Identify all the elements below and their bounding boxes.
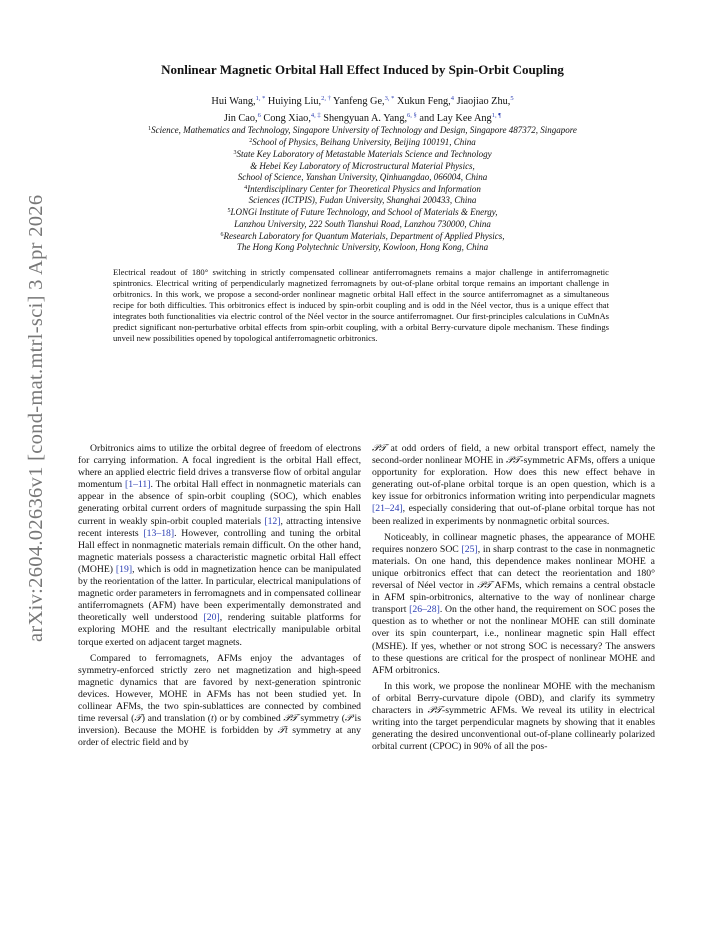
affiliation-number: 5: [227, 208, 231, 215]
body-text: ) and translation (: [141, 713, 211, 725]
body-text: symmetry (: [297, 713, 345, 725]
affiliation-number: 4: [244, 185, 248, 192]
body-paragraph: [372, 443, 655, 528]
body-text: at odd orders of field, a new orbital transport effect, namely the second-order nonlinear MOHE in: [372, 443, 655, 467]
author-name: Xukun Feng,: [394, 96, 451, 107]
body-paragraph: [372, 532, 655, 677]
affiliation-number: 1: [148, 126, 152, 132]
affiliation-line: [70, 230, 655, 242]
paper-title: Nonlinear Magnetic Orbital Hall Effect Induced by Spin-Orbit Coupling: [161, 62, 564, 77]
citation-link[interactable]: [19]: [115, 563, 133, 575]
author-affiliation-mark[interactable]: 2, †: [321, 95, 331, 102]
math-symbol: 𝒫𝒯: [505, 455, 521, 467]
affiliation-text: Science, Mathematics and Technology, Singapore University of Technology and Design, Singapore 487372, Singapore: [151, 125, 577, 135]
body-text: In this work, we propose the nonlinear MOHE with the mechanism of orbital Berry-curvature dipole (OBD), and clarify its symmetry characters in: [372, 680, 655, 716]
affiliation-line: [70, 195, 655, 206]
body-text: , which is odd in magnetization hence can be manipulated by the reorientation of the latter. In particular, electrical manipulations of magnetic order parameters in ferromagnets and in compensated collinear antiferromagnets (AFM) have been experimentally demonstrated and theoretically well understood: [78, 563, 362, 624]
abstract: Electrical readout of 180° switching in strictly compensated collinear antiferromagnets remains a major challenge in antiferromagnetic spintronics. Electrical writing of perpendicularly magnetized ferromagnets by out-of-plane orbital torque remains an important challenge in orbitronics. In this work, we propose a second-order nonlinear magnetic orbital Hall effect in the source antiferromagnet as a simultaneous recipe for both difficulties. This orbitronics effect is induced by spin-orbit coupling and is odd in the Néel vector, thus is a unique effect that integrates both functionalities via electric control of the Néel vector in the source antiferromagnet. Our first-principles calculations in CuMnAs predict significant non-perturbative orbital effects from spin-orbit coupling, with a orbital Berry-curvature dipole mechanism. These findings unveil new possibilities opened by topological antiferromagnetic orbitronics.: [113, 267, 609, 343]
math-symbol: t: [210, 713, 214, 725]
affiliation-line: [70, 242, 655, 253]
math-symbol: 𝒫𝒯: [283, 713, 298, 725]
affiliation-line: [70, 148, 655, 160]
math-symbol: 𝒫: [344, 713, 352, 725]
body-text: is inversion). Because the MOHE is forbidden by: [78, 713, 361, 737]
affiliation-text: State Key Laboratory of Metastable Materials Science and Technology: [236, 149, 492, 160]
affiliation-text: School of Science, Yanshan University, Qinhuangdao, 066004, China: [237, 171, 488, 182]
affiliation-line: [70, 136, 655, 148]
author-affiliation-mark[interactable]: 4: [450, 95, 454, 102]
body-text: , in sharp contrast to the case in nonmagnetic materials. On one hand, this dependence makes nonlinear MOHE a unique orbitronics effect that can detect the reorientation and 180° reversal of Néel vector in: [372, 543, 656, 592]
affiliation-line: [70, 124, 655, 136]
citation-link[interactable]: [25]: [461, 543, 478, 555]
body-text: . On the other hand, the requirement on SOC poses the question as to whether or not the nonlinear MOHE can still dominate over its spin counterpart, i.e., nonlinear magnetic spin Hall effect (MSHE). If yes, whether or not strong SOC is necessary? The answers to these questions are critical for the prospect of nonlinear MOHE and AFM orbitronics.: [372, 604, 655, 676]
affiliation-text: Research Laboratory for Quantum Materials, Department of Applied Physics,: [223, 230, 505, 241]
affiliation-text: School of Physics, Beihang University, Beijing 100191, China: [252, 137, 476, 148]
affiliation-text: Sciences (ICTPIS), Fudan University, Shanghai 200433, China: [248, 195, 477, 206]
author-list: [80, 92, 645, 126]
citation-link[interactable]: [1–11]: [125, 479, 151, 491]
affiliation-line: [70, 161, 655, 172]
author-affiliation-mark[interactable]: 6, §: [407, 112, 417, 119]
body-paragraph: [372, 681, 655, 754]
body-paragraph: [78, 443, 361, 649]
body-text: AFMs, which remains a central obstacle in AFM spin-orbitronics, alternative to the way of nonlinear charge transport: [372, 580, 655, 616]
affiliation-text: Lanzhou University, 222 South Tianshui Road, Lanzhou 730000, China: [234, 218, 491, 229]
body-text: , attracting intensive recent interests: [78, 515, 361, 539]
author-affiliation-mark[interactable]: 3, *: [384, 95, 395, 102]
body-text: -symmetric AFMs. We reveal its utility in electrical writing into the target perpendicular magnets by showing that it enables generating the desired unconventional out-of-plane collinearly polarized orbital current (CPOC) in 90% of all the pos-: [372, 704, 656, 753]
math-symbol: 𝒯t: [277, 725, 288, 737]
author-affiliation-mark[interactable]: 4, ‡: [310, 112, 321, 119]
body-text: Orbitronics aims to utilize the orbital degree of freedom of electrons for carrying information. A focal ingredient is the orbital Hall effect, where an applied electric field drives a transverse flow of orbital angular momentum: [78, 443, 361, 491]
citation-link[interactable]: [21–24]: [372, 503, 403, 515]
affiliations: [70, 124, 655, 253]
citation-link[interactable]: [13–18]: [143, 527, 175, 539]
affiliation-number: 2: [249, 138, 253, 145]
citation-link[interactable]: [20]: [203, 612, 220, 624]
body-text: Noticeably, in collinear magnetic phases, the appearance of MOHE requires nonzero SOC: [372, 531, 655, 555]
author-affiliation-mark[interactable]: 6: [257, 112, 261, 119]
body-text: . However, controlling and tuning the orbital Hall effect in nonmagnetic materials remain difficult. On the other hand, magnetic materials possess a characteristic magnetic orbital Hall effect (MOHE): [78, 527, 361, 575]
affiliation-line: [70, 219, 655, 230]
affiliation-line: [70, 183, 655, 195]
body-text: . The orbital Hall effect in nonmagnetic materials can appear in the absence of spin-orbit coupling (SOC), which enables generating orbital current orders of magnitude surpassing the spin Hall current in weakly spin-orbit coupled materials: [78, 479, 361, 527]
body-left-column: [78, 443, 361, 753]
citation-link[interactable]: [26–28]: [409, 604, 440, 616]
author-name: Huiying Liu,: [265, 96, 322, 107]
author-affiliation-mark[interactable]: 5: [510, 95, 514, 102]
affiliation-number: 6: [220, 231, 224, 238]
body-text: -symmetric AFMs, offers a unique opportunity for exploration. How does this new effect behave in generating out-of-plane orbital torque is an open question, which is a key issue for orbitronics information writing into perpendicular magnets: [372, 455, 655, 503]
affiliation-text: The Hong Kong Polytechnic University, Kowloon, Hong Kong, China: [236, 242, 489, 253]
math-symbol: 𝒯: [134, 713, 142, 725]
body-text: ) or by combined: [213, 713, 284, 725]
author-name: Jin Cao,: [223, 113, 258, 124]
author-name: Hui Wang,: [211, 96, 256, 107]
affiliation-text: & Hebei Key Laboratory of Microstructural Material Physics,: [250, 160, 475, 171]
author-name: Cong Xiao,: [260, 113, 311, 124]
math-symbol: 𝒫𝒯: [372, 443, 387, 454]
affiliation-line: [70, 172, 655, 183]
affiliation-number: 3: [233, 150, 237, 157]
affiliation-line: [70, 206, 655, 218]
author-name: and Lay Kee Ang: [416, 113, 492, 124]
body-text: , rendering suitable platforms for exploring MOHE and the resultant electrically manipulable orbital torque exerted on adjacent target magnets.: [78, 612, 361, 648]
math-symbol: 𝒫𝒯: [427, 704, 442, 716]
affiliation-text: LONGi Institute of Future Technology, and School of Materials & Energy,: [230, 207, 498, 218]
author-line-1: [80, 92, 645, 109]
author-affiliation-mark[interactable]: 1, *: [255, 95, 266, 102]
body-text: Compared to ferromagnets, AFMs enjoy the advantages of symmetry-enforced strictly zero net magnetization and high-speed magnetic dynamics that are favored by next-generation spintronic devices. However, MOHE in AFMs has not been studied yet. In collinear AFMs, the two spin-sublattices are connected by combined time reversal (: [78, 652, 361, 725]
body-text: symmetry at any order of electric field and by: [78, 725, 361, 749]
author-name: Jiaojiao Zhu,: [454, 96, 511, 107]
math-symbol: 𝒫𝒯: [477, 580, 492, 592]
citation-link[interactable]: [12]: [264, 515, 281, 527]
affiliation-text: Interdisciplinary Center for Theoretical Physics and Information: [247, 184, 481, 195]
body-right-column: [372, 443, 655, 757]
author-name: Shengyuan A. Yang,: [320, 113, 408, 124]
arxiv-identifier: arXiv:2604.02636v1 [cond-mat.mtrl-sci] 3 Apr 2026: [25, 194, 47, 642]
body-text: , especially considering that out-of-plane orbital torque has not been realized in experiments by nonmagnetic orbital sources.: [372, 503, 655, 527]
author-affiliation-mark[interactable]: 1, ¶: [491, 112, 502, 119]
author-name: Yanfeng Ge,: [330, 96, 385, 107]
body-paragraph: [78, 653, 361, 750]
